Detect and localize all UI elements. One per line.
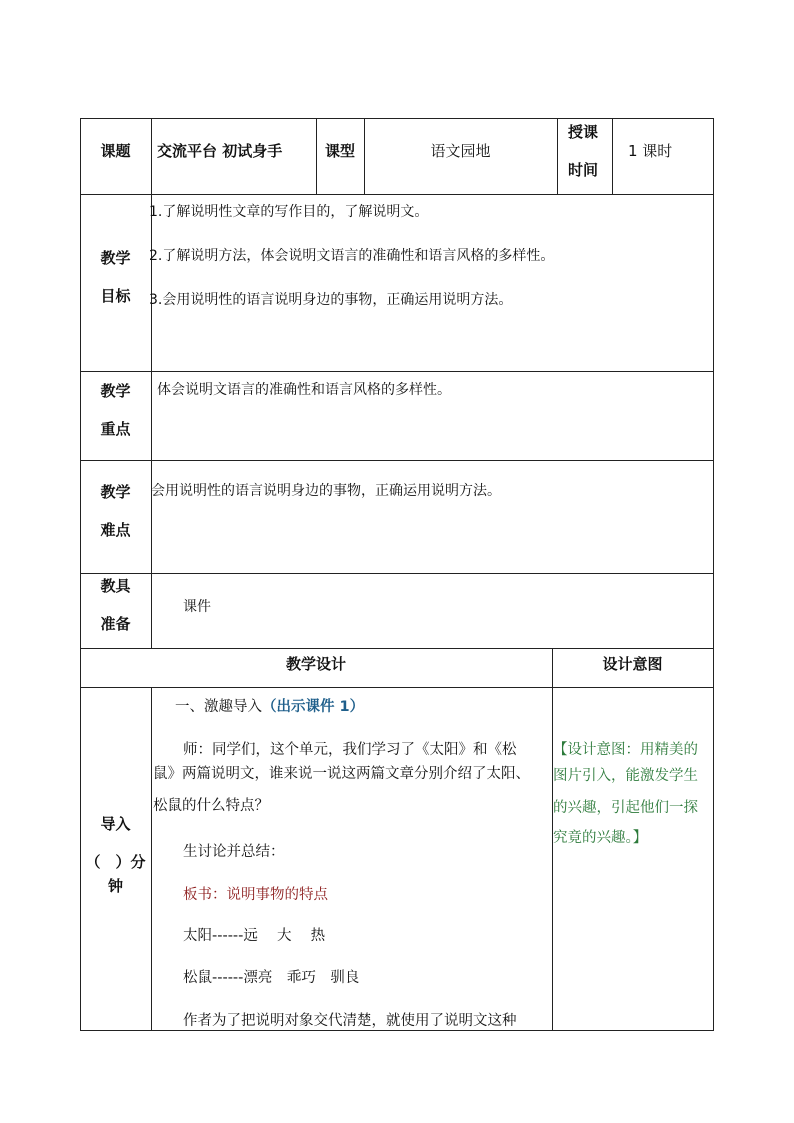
row-divider: [80, 648, 714, 649]
row-divider: [80, 194, 714, 195]
intro-heading-text: 一、激趣导入: [175, 699, 262, 715]
design-intent-line: 【设计意图：用精美的: [553, 742, 698, 758]
col-divider: [151, 118, 152, 648]
key-points-text: 体会说明文语言的准确性和语言风格的多样性。: [157, 382, 451, 398]
type-label: 课型: [324, 142, 355, 160]
design-header-left: 教学设计: [285, 655, 346, 673]
board-text: 板书：说明事物的特点: [183, 887, 328, 903]
row-divider: [80, 573, 714, 574]
time-label-line2: 时间: [568, 161, 599, 179]
row-divider: [80, 371, 714, 372]
difficulties-label-line2: 难点: [100, 521, 131, 539]
col-divider: [557, 118, 558, 194]
difficulties-text: 会用说明性的语言说明身边的事物，正确运用说明方法。: [151, 483, 501, 499]
col-divider: [612, 118, 613, 194]
objective-item: 1.了解说明性文章的写作目的，了解说明文。: [149, 204, 429, 220]
tools-label-line2: 准备: [100, 615, 131, 633]
intro-paragraph-line: 松鼠的什么特点？: [153, 798, 269, 814]
design-intent-line: 的兴趣，引起他们一探: [553, 800, 698, 816]
time-value: 1 课时: [628, 142, 673, 160]
row-divider: [80, 687, 714, 688]
objectives-label-line2: 目标: [100, 287, 131, 305]
type-value: 语文园地: [430, 142, 491, 160]
topic-label: 课题: [100, 142, 131, 160]
topic-value: 交流平台 初试身手: [157, 142, 283, 160]
tools-text: 课件: [183, 599, 211, 615]
col-divider: [151, 687, 152, 1031]
sun-features: 太阳------远 大 热: [183, 928, 326, 944]
objective-item: 3.会用说明性的语言说明身边的事物，正确运用说明方法。: [149, 292, 513, 308]
objective-item: 2.了解说明方法，体会说明文语言的准确性和语言风格的多样性。: [149, 248, 555, 264]
intro-label: 导入: [100, 815, 131, 833]
table-border-right: [713, 118, 714, 1031]
time-label-line1: 授课: [568, 123, 599, 141]
squirrel-features: 松鼠------漂亮 乖巧 驯良: [183, 970, 360, 986]
intro-minutes-line1: （ ）分: [85, 853, 146, 871]
design-header-right: 设计意图: [602, 655, 663, 673]
intro-heading: [175, 697, 364, 717]
difficulties-label-line1: 教学: [100, 483, 131, 501]
intro-discussion: 生讨论并总结：: [183, 844, 285, 860]
key-points-label-line2: 重点: [100, 420, 131, 438]
design-intent-line: 究竟的兴趣。】: [553, 830, 648, 846]
intro-paragraph-line: 作者为了把说明对象交代清楚，就使用了说明文这种: [183, 1013, 517, 1029]
intro-heading-note: （出示课件 1）: [262, 699, 365, 715]
row-divider: [80, 460, 714, 461]
key-points-label-line1: 教学: [100, 382, 131, 400]
intro-paragraph-line: 师：同学们，这个单元，我们学习了《太阳》和《松: [183, 742, 517, 758]
intro-paragraph-line: 鼠》两篇说明文，谁来说一说这两篇文章分别介绍了太阳、: [153, 766, 530, 782]
design-intent-line: 图片引入，能激发学生: [553, 768, 698, 784]
table-border-top: [80, 118, 714, 119]
intro-minutes-line2: 钟: [107, 877, 123, 895]
tools-label-line1: 教具: [100, 577, 131, 595]
objectives-label-line1: 教学: [100, 249, 131, 267]
